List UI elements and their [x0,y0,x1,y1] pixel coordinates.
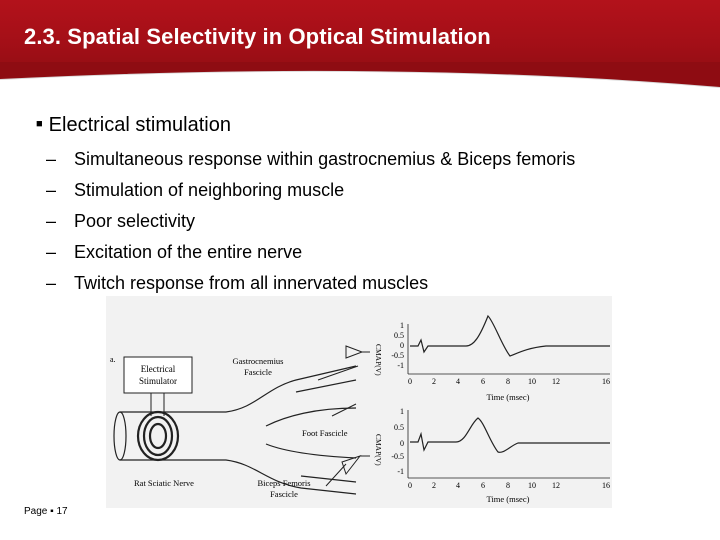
xtick: 16 [602,481,610,490]
ytick: -1 [397,467,404,476]
square-bullet-icon: ■ [36,118,43,130]
xtick: 0 [408,377,412,386]
xtick: 4 [456,377,460,386]
xtick: 16 [602,377,610,386]
sub-bullet-text: Simultaneous response within gastrocnemius & Biceps femoris [74,149,576,169]
foot-fascicle-label: Foot Fascicle [302,428,348,438]
ytick: 0 [400,439,404,448]
xtick: 4 [456,481,460,490]
xtick: 8 [506,481,510,490]
main-bullet [36,114,231,137]
page-number: Page ▪ 17 [24,506,68,517]
ytick: -0.5 [391,351,404,360]
ytick: -0.5 [391,452,404,461]
xtick: 6 [481,481,485,490]
main-bullet-text: Electrical stimulation [48,114,231,136]
xtick: 6 [481,377,485,386]
sub-bullet-text: Stimulation of neighboring muscle [74,180,345,200]
panel-label: a. [110,355,116,364]
biceps-label: Fascicle [270,489,298,499]
ylabel: CMAP(V) [374,344,383,376]
xlabel: Time (msec) [486,494,530,504]
sub-bullet: – Poor selectivity [46,211,196,231]
xtick: 0 [408,481,412,490]
sub-bullet-text: Twitch response from all innervated muscles [74,273,429,293]
stimulator-label: Stimulator [139,376,177,386]
stimulator-box [124,357,192,393]
sub-bullet: – Twitch response from all innervated muscles [46,273,429,293]
xtick: 10 [528,481,536,490]
header-swoosh [0,62,720,102]
stimulation-figure [106,296,612,508]
gastrocnemius-label: Gastrocnemius [232,356,284,366]
ytick: 1 [400,407,404,416]
xtick: 10 [528,377,536,386]
sub-bullet: – Stimulation of neighboring muscle [46,180,345,200]
ytick: -1 [397,361,404,370]
stimulator-label: Electrical [140,364,176,374]
xtick: 12 [552,377,560,386]
ytick: 0 [400,341,404,350]
biceps-label: Biceps Femoris [257,478,311,488]
gastrocnemius-label: Fascicle [244,367,272,377]
xtick: 12 [552,481,560,490]
ytick: 0.5 [394,331,404,340]
xlabel: Time (msec) [486,392,530,402]
sub-bullet: – Simultaneous response within gastrocnemius & Biceps femoris [46,149,576,169]
sub-bullet-text: Excitation of the entire nerve [74,242,303,262]
sciatic-nerve-label: Rat Sciatic Nerve [134,478,194,488]
xtick: 2 [432,481,436,490]
xtick: 2 [432,377,436,386]
ytick: 1 [400,321,404,330]
sub-bullet: – Excitation of the entire nerve [46,242,303,262]
ylabel: CMAP(V) [374,434,383,466]
ytick: 0.5 [394,423,404,432]
xtick: 8 [506,377,510,386]
slide-title: 2.3. Spatial Selectivity in Optical Stimulation [24,24,491,49]
sub-bullet-text: Poor selectivity [74,211,196,231]
